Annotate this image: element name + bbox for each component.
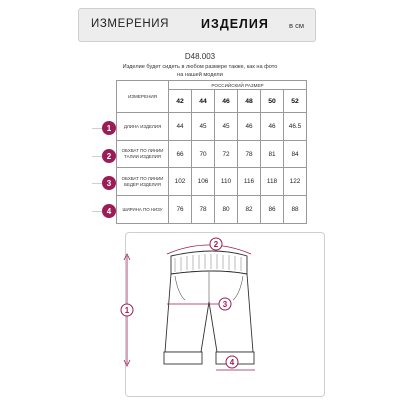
table-cell: 66 xyxy=(169,141,192,168)
table-cell: 88 xyxy=(284,196,307,224)
waistband-shape xyxy=(171,251,247,274)
row-badge-4: 4 xyxy=(102,204,116,218)
title-unit: в см xyxy=(289,21,304,30)
row-label: ОБХВАТ ПО ЛИНИИ БЕДЕР ИЗДЕЛИЯ xyxy=(117,168,169,196)
table-cell: 46 xyxy=(238,113,261,141)
table-cell: 44 xyxy=(169,113,192,141)
table-cell: 122 xyxy=(284,168,307,196)
shorts-illustration xyxy=(75,0,325,400)
size-header: 46 xyxy=(215,90,238,113)
size-header: 50 xyxy=(261,90,284,113)
table-cell: 45 xyxy=(192,113,215,141)
row-label: ОБХВАТ ПО ЛИНИИ ТАЛИИ ИЗДЕЛИЯ xyxy=(117,141,169,168)
size-chart-page xyxy=(75,0,325,400)
size-header: 48 xyxy=(238,90,261,113)
row-badge-1: 1 xyxy=(102,121,116,135)
table-cell: 82 xyxy=(238,196,261,224)
size-header: 42 xyxy=(169,90,192,113)
row-badge-2: 2 xyxy=(102,149,116,163)
left-cuff xyxy=(164,352,202,364)
table-cell: 78 xyxy=(192,196,215,224)
table-cell: 118 xyxy=(261,168,284,196)
table-cell: 45 xyxy=(215,113,238,141)
row-badge-3: 3 xyxy=(102,176,116,190)
marker-1-label: 1 xyxy=(124,306,130,315)
size-header: 52 xyxy=(284,90,307,113)
size-group-header: РОССИЙСКИЙ РАЗМЕР xyxy=(169,81,307,90)
table-cell: 84 xyxy=(284,141,307,168)
size-header: 44 xyxy=(192,90,215,113)
fit-note-line-2: на нашей модели xyxy=(177,72,223,78)
marker-3-label: 3 xyxy=(222,300,228,309)
title-garment: ИЗДЕЛИЯ xyxy=(201,17,269,31)
table-cell: 46.5 xyxy=(284,113,307,141)
row-label: ДЛИНА ИЗДЕЛИЯ xyxy=(117,113,169,141)
title-measurements: ИЗМЕРЕНИЯ xyxy=(91,18,170,30)
table-cell: 46 xyxy=(261,113,284,141)
marker-2-label: 2 xyxy=(213,240,219,249)
table-cell: 76 xyxy=(169,196,192,224)
row-label: ШИРИНА ПО НИЗУ xyxy=(117,196,169,224)
table-cell: 110 xyxy=(215,168,238,196)
table-cell: 86 xyxy=(261,196,284,224)
fit-note-line-1: Изделие будет сидеть в любом размере также, как на фото xyxy=(122,64,278,70)
table-cell: 80 xyxy=(215,196,238,224)
table-cell: 116 xyxy=(238,168,261,196)
table-cell: 81 xyxy=(261,141,284,168)
measurements-header: ИЗМЕРЕНИЯ xyxy=(117,81,169,113)
table-cell: 102 xyxy=(169,168,192,196)
table-cell: 70 xyxy=(192,141,215,168)
table-cell: 106 xyxy=(192,168,215,196)
article-code: D48.003 xyxy=(184,52,216,61)
table-cell: 72 xyxy=(215,141,238,168)
marker-4-label: 4 xyxy=(229,358,235,367)
table-cell: 78 xyxy=(238,141,261,168)
